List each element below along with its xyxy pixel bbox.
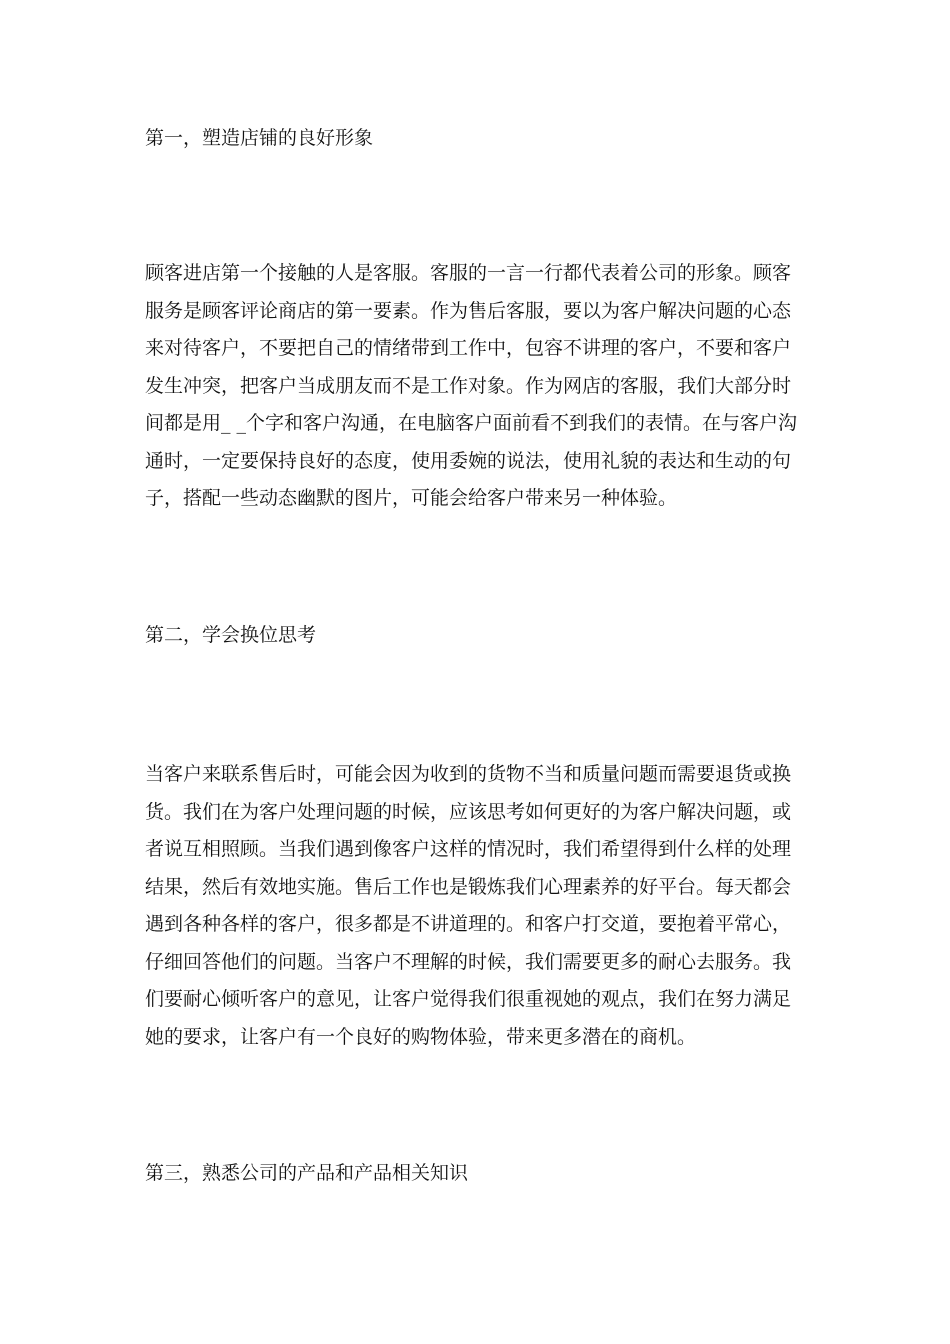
paragraph-line: 结果，然后有效地实施。售后工作也是锻炼我们心理素养的好平台。每天都会 [145, 875, 792, 898]
paragraph-line: 货。我们在为客户处理问题的时候，应该思考如何更好的为客户解决问题，或 [145, 800, 792, 823]
paragraph-line: 当客户来联系售后时，可能会因为收到的货物不当和质量问题而需要退货或换 [145, 763, 792, 785]
paragraph-line: 间都是用_ _个字和客户沟通，在电脑客户面前看不到我们的表情。在与客户沟 [145, 412, 798, 434]
paragraph-line: 服务是顾客评论商店的第一要素。作为售后客服，要以为客户解决问题的心态 [145, 299, 792, 322]
paragraph-line: 遇到各种各样的客户，很多都是不讲道理的。和客户打交道，要抱着平常心， [145, 913, 792, 935]
paragraph-line: 她的要求，让客户有一个良好的购物体验，带来更多潜在的商机。 [145, 1025, 697, 1048]
paragraph-line: 通时，一定要保持良好的态度，使用委婉的说法，使用礼貌的表达和生动的句 [145, 449, 792, 472]
section-paragraph-1 [145, 255, 805, 518]
paragraph-line: 仔细回答他们的问题。当客户不理解的时候，我们需要更多的耐心去服务。我 [145, 950, 792, 973]
section-paragraph-2 [145, 756, 805, 1056]
paragraph-line: 子，搭配一些动态幽默的图片，可能会给客户带来另一种体验。 [145, 487, 678, 509]
section-heading-2: 第二，学会换位思考 [145, 624, 317, 646]
section-heading-3: 第三，熟悉公司的产品和产品相关知识 [145, 1162, 469, 1184]
paragraph-line: 顾客进店第一个接触的人是客服。客服的一言一行都代表着公司的形象。顾客 [145, 262, 792, 284]
paragraph-line: 来对待客户，不要把自己的情绪带到工作中，包容不讲理的客户，不要和客户 [145, 337, 792, 359]
section-heading-1: 第一，塑造店铺的良好形象 [145, 127, 374, 149]
paragraph-line: 发生冲突，把客户当成朋友而不是工作对象。作为网店的客服，我们大部分时 [145, 374, 792, 397]
paragraph-line: 们要耐心倾听客户的意见，让客户觉得我们很重视她的观点，我们在努力满足 [145, 988, 792, 1010]
paragraph-line: 者说互相照顾。当我们遇到像客户这样的情况时，我们希望得到什么样的处理 [145, 838, 792, 860]
